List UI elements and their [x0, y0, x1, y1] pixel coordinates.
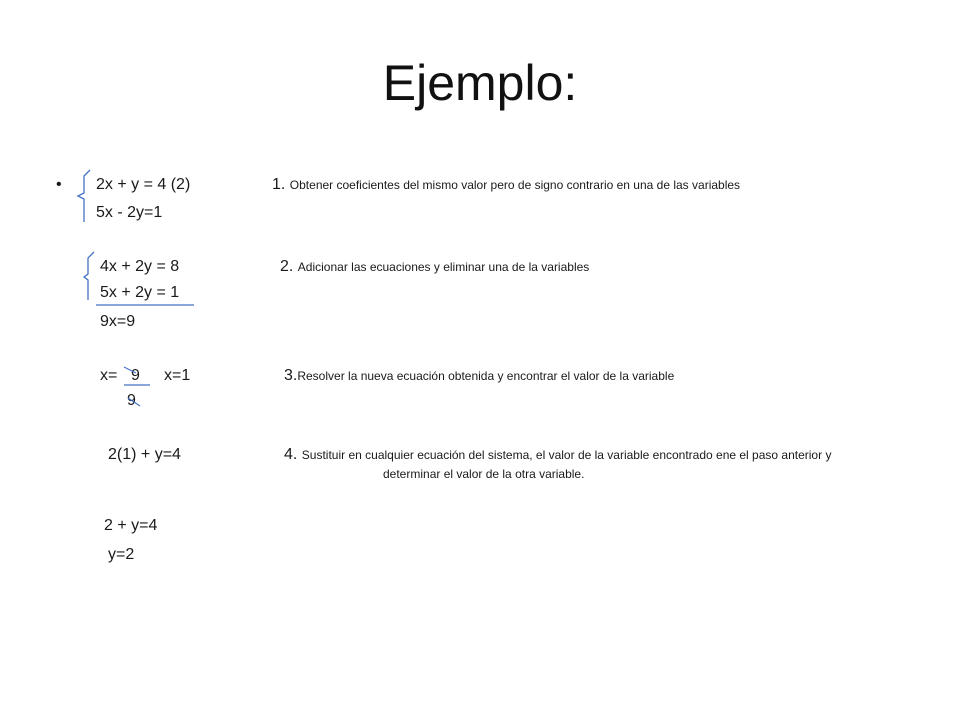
- equation-3: 4x + 2y = 8: [100, 258, 180, 275]
- step-1: [272, 177, 740, 193]
- equation-4: 5x + 2y = 1: [100, 284, 180, 301]
- step-3-text: Resolver la nueva ecuación obtenida y encontrar el valor de la variable: [297, 369, 675, 383]
- equation-5: 2 + y=4: [104, 517, 158, 534]
- step-1-number: 1.: [272, 176, 286, 193]
- fraction-denominator: 9: [127, 392, 136, 409]
- system-2-bracket: [84, 252, 94, 300]
- step-4-text-line-1: Sustituir en cualquier ecuación del sistema, el valor de la variable encontrado ene el paso anterior y: [301, 448, 832, 462]
- equation-2: 5x - 2y=1: [96, 204, 163, 221]
- step-2-text: Adicionar las ecuaciones y eliminar una de la variables: [297, 260, 590, 274]
- substitution-equation: 2(1) + y=4: [108, 446, 181, 463]
- fraction-numerator: 9: [131, 367, 140, 384]
- step-2-number: 2.: [280, 258, 294, 275]
- step-3-number: 3.: [284, 367, 298, 384]
- x-result: x=1: [164, 367, 191, 384]
- step-4: [284, 447, 831, 463]
- step-3: [284, 368, 674, 384]
- step-4-number: 4.: [284, 446, 298, 463]
- x-label: x=: [100, 367, 118, 384]
- bullet-point: •: [56, 176, 62, 193]
- step-4-text-line-2: determinar el valor de la otra variable.: [383, 467, 585, 481]
- sum-result: 9x=9: [100, 313, 136, 330]
- slide-title: Ejemplo:: [382, 55, 578, 111]
- y-result: y=2: [108, 546, 135, 563]
- system-1-bracket: [78, 170, 90, 222]
- equation-1: 2x + y = 4 (2): [96, 176, 191, 193]
- step-1-text: Obtener coeficientes del mismo valor pero de signo contrario en una de las variables: [289, 178, 741, 192]
- step-2: [280, 259, 589, 275]
